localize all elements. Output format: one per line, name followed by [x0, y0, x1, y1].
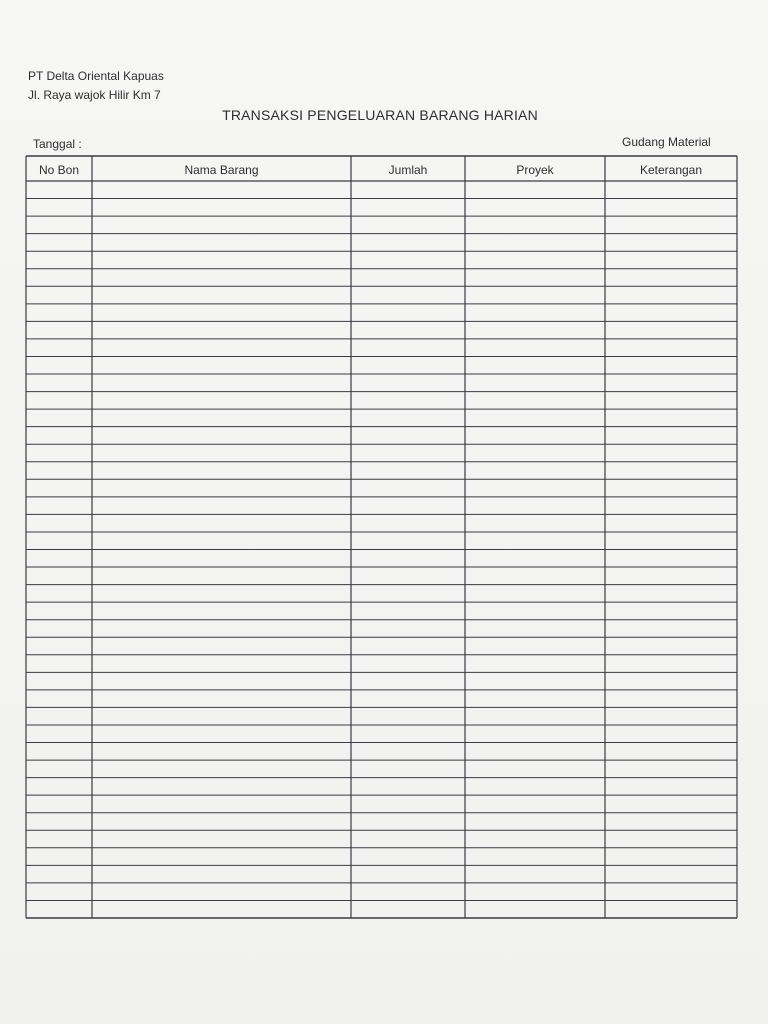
date-label: Tanggal : [33, 137, 82, 151]
column-header-no-bon: No Bon [38, 163, 80, 177]
column-header-proyek: Proyek [516, 163, 554, 177]
column-header-nama-barang: Nama Barang [184, 163, 259, 177]
column-header-keterangan: Keterangan [639, 163, 703, 177]
company-name: PT Delta Oriental Kapuas [28, 69, 164, 83]
company-address: Jl. Raya wajok Hilir Km 7 [28, 88, 161, 102]
warehouse-label: Gudang Material [622, 135, 711, 149]
document-title: TRANSAKSI PENGELUARAN BARANG HARIAN [222, 107, 538, 123]
column-header-jumlah: Jumlah [388, 163, 428, 177]
